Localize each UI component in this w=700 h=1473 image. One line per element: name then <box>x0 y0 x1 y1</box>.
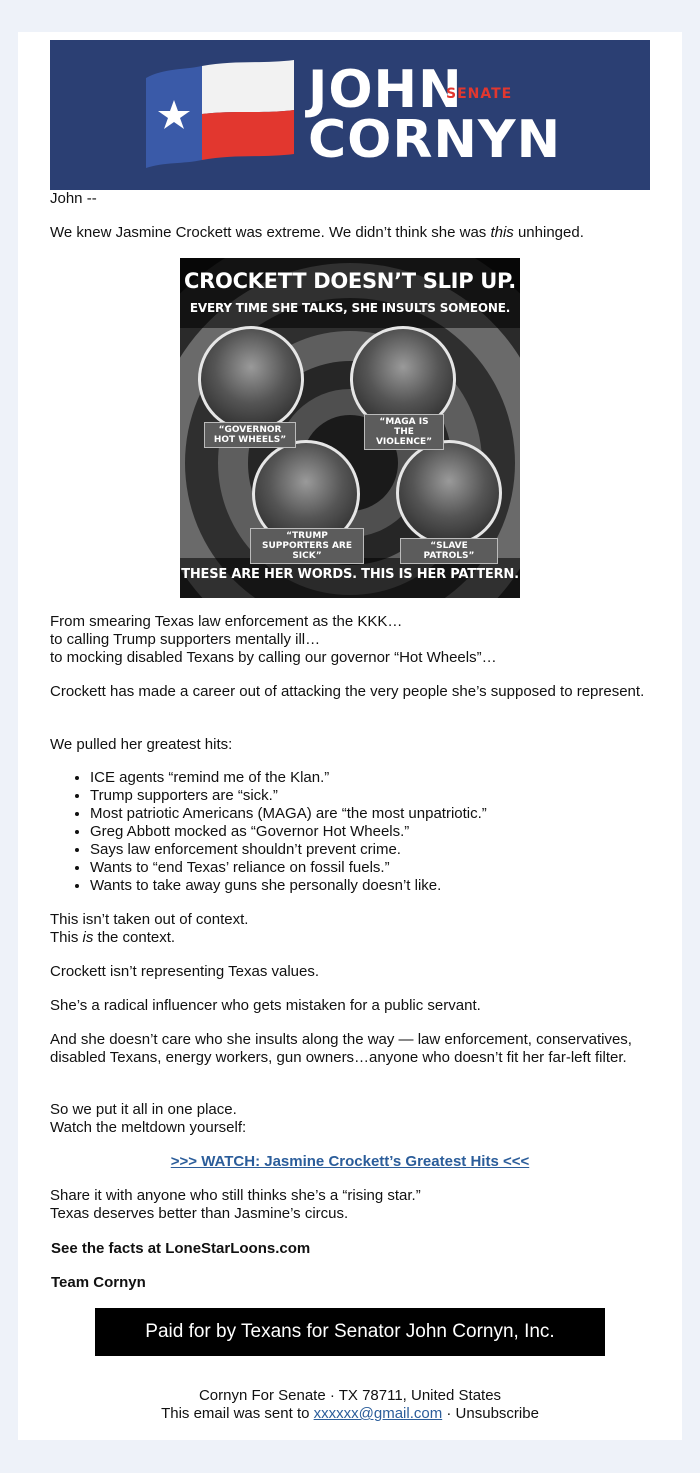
meltdown-lines: So we put it all in one place. Watch the meltdown yourself: <box>50 1101 247 1136</box>
list-item: • Says law enforcement shouldn’t prevent crime. <box>90 841 650 859</box>
list-item: • Wants to take away guns she personally doesn’t like. <box>90 877 650 895</box>
cornyn-senate-banner <box>50 40 650 190</box>
unsubscribe-link[interactable]: Unsubscribe <box>455 1405 539 1422</box>
email-card <box>18 32 682 1440</box>
graphic-footer: THESE ARE HER WORDS. THIS IS HER PATTERN. <box>181 567 519 582</box>
context-lines: This isn’t taken out of context. This is the context. <box>50 911 249 946</box>
graphic-subhead: EVERY TIME SHE TALKS, SHE INSULTS SOMEONE. <box>189 301 511 315</box>
banner-last-name: CORNYN <box>308 110 562 170</box>
values-line: Crockett isn’t representing Texas values. <box>50 963 320 980</box>
influencer-line: She’s a radical influencer who gets mistaken for a public servant. <box>50 997 481 1014</box>
footer-sent-to: This email was sent to xxxxxx@gmail.com · Unsubscribe <box>161 1405 539 1422</box>
list-item: • Greg Abbott mocked as “Governor Hot Wheels.” <box>90 823 650 841</box>
portrait-photo <box>396 440 502 546</box>
greatest-hits-list <box>50 769 650 895</box>
quote-label: “MAGA IS THE VIOLENCE” <box>364 414 444 450</box>
insults-paragraph: And she doesn’t care who she insults along the way — law enforcement, conservatives, disabled Texans, energy workers, gun owners…anyone who doesn’t fit her far-left filter. <box>50 1031 632 1066</box>
list-item: • Trump supporters are “sick.” <box>90 787 650 805</box>
crockett-quotes-graphic <box>180 258 520 598</box>
quote-label: “GOVERNOR HOT WHEELS” <box>204 422 296 448</box>
recipient-email-link[interactable]: xxxxxx@gmail.com <box>313 1405 443 1422</box>
list-item: • Wants to “end Texas’ reliance on fossil fuels.” <box>90 859 650 877</box>
graphic-headline: CROCKETT DOESN’T SLIP UP. <box>184 269 516 293</box>
portrait-photo <box>198 326 304 432</box>
smear-lines: From smearing Texas law enforcement as the KKK… to calling Trump supporters mentally ill… to mocking disabled Texans by calling our governor “Hot Wheels”… <box>50 613 497 666</box>
footer-address: Cornyn For Senate · TX 78711, United States <box>198 1387 502 1404</box>
hits-intro: We pulled her greatest hits: <box>50 736 233 753</box>
quote-label: “TRUMP SUPPORTERS ARE SICK” <box>250 528 364 564</box>
texas-flag-icon <box>144 56 294 168</box>
watch-video-link[interactable]: >>> WATCH: Jasmine Crockett’s Greatest Hits <<< <box>170 1153 530 1170</box>
email-footer <box>18 1387 682 1423</box>
banner-first-name: JOHN <box>308 60 463 120</box>
career-paragraph: Crockett has made a career out of attacking the very people she’s supposed to represent. <box>50 683 645 700</box>
paid-for-disclaimer: Paid for by Texans for Senator John Cornyn, Inc. <box>95 1308 605 1356</box>
greeting: John -- <box>50 190 97 207</box>
share-lines: Share it with anyone who still thinks she’s a “rising star.” Texas deserves better than Jasmine’s circus. <box>50 1187 421 1222</box>
list-item: • Most patriotic Americans (MAGA) are “the most unpatriotic.” <box>90 805 650 823</box>
list-item: • ICE agents “remind me of the Klan.” <box>90 769 650 787</box>
signature: Team Cornyn <box>51 1274 146 1291</box>
intro-paragraph: We knew Jasmine Crockett was extreme. We didn’t think she was this unhinged. <box>50 224 584 241</box>
banner-office: SENATE <box>446 86 513 102</box>
facts-line: See the facts at LoneStarLoons.com <box>51 1240 311 1257</box>
quote-label: “SLAVE PATROLS” <box>400 538 498 564</box>
